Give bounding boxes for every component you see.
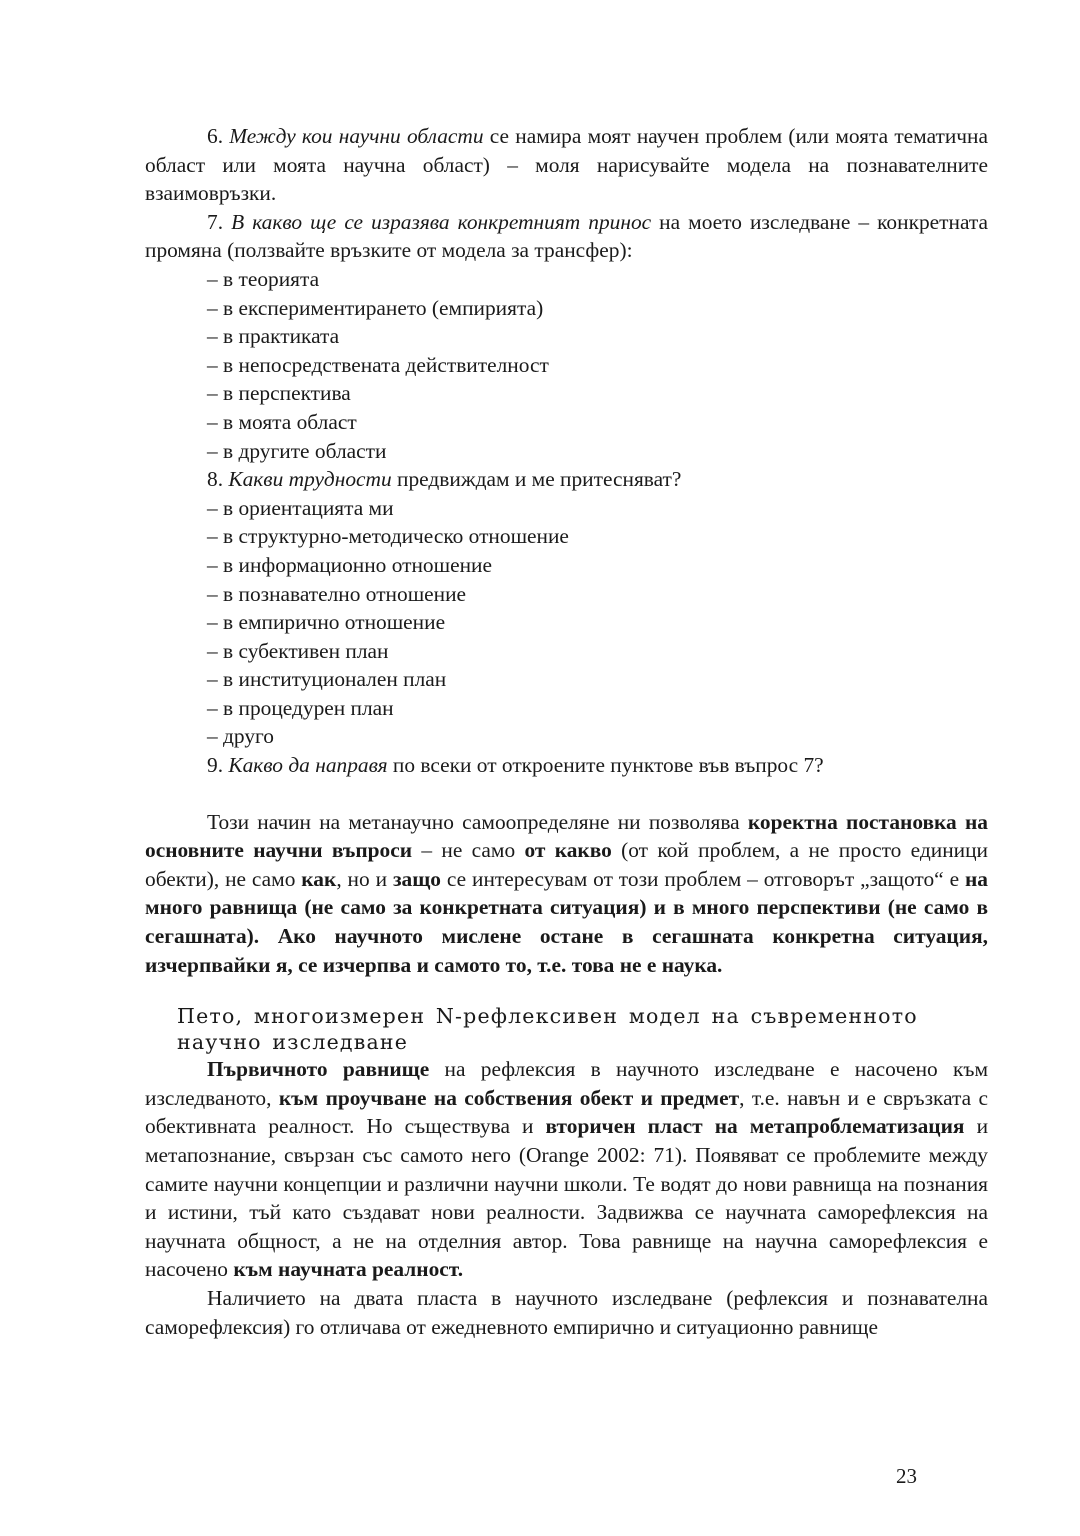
list-item: – в процедурен план xyxy=(207,695,394,720)
question-9 xyxy=(145,751,988,780)
list-item: – в моята област xyxy=(207,409,357,434)
question-number: 9. xyxy=(207,753,229,778)
bold-run: вторичен пласт на метапроблематизация xyxy=(545,1114,965,1139)
question-emphasis: Между кои научни области xyxy=(229,124,484,148)
text-run: – не само xyxy=(412,838,525,863)
list-item: – в практиката xyxy=(207,324,340,349)
question-text: предвиждам и ме притесняват? xyxy=(391,467,682,492)
text-run: , т.е. навън и е свръзката с обективната реалност. Но съществува и xyxy=(145,1085,989,1139)
bold-run: към научната реалност. xyxy=(233,1257,464,1282)
bold-run: как xyxy=(301,866,337,891)
bold-run: от какво xyxy=(524,838,612,863)
text-run: на рефлексия в научното изследване е насочено към изследваното, xyxy=(145,1057,988,1110)
list-item: – в непосредствената действителност xyxy=(207,352,549,377)
question-text: се намира моят научен проблем (или моята тематична област или моята научна област) – моля нарисувайте модела на познавателните взаимовръзки. xyxy=(145,124,989,206)
bold-run: към проучване на собствения обект и предмет xyxy=(278,1085,740,1110)
question-text: по всеки от откроените пунктове във въпрос 7? xyxy=(387,753,824,778)
list-item: – в експериментирането (емпирията) xyxy=(207,295,544,320)
question-7 xyxy=(145,208,988,265)
question-text: на моето изследване – конкретната промяна (ползвайте връзките от модела за трансфер): xyxy=(145,209,988,263)
bold-run: на много равнища (не само за конкретната ситуация) и в много перспективи (не само в сегашната). Ако научното мислене остане в сегашната конкретна ситуация, изчерпвайки я, се изчерпва и самото то, т.е. това не е наука. xyxy=(145,866,988,977)
spacer xyxy=(145,780,988,808)
page-content xyxy=(145,122,988,1341)
question-6 xyxy=(145,122,988,208)
question-emphasis: Какво да направя xyxy=(228,753,388,778)
text-run: се интересувам от този проблем – отговорът „защото“ е xyxy=(441,866,965,891)
paragraph-metascientific xyxy=(145,808,988,980)
question-8-list xyxy=(145,494,988,751)
question-number: 6. xyxy=(207,124,230,148)
bold-run: Първичното равнище xyxy=(207,1057,430,1082)
list-item: – в ориентацията ми xyxy=(207,495,394,520)
section-heading: Пето, многоизмерен N-рефлексивен модел на съвременното научно изследване xyxy=(177,1004,918,1055)
question-emphasis: В какво ще се изразява конкретният принос xyxy=(231,209,652,234)
list-item: – в теорията xyxy=(207,266,320,291)
bold-run: коректна постановка на основните научни въпроси xyxy=(145,809,988,863)
list-item: – в емпирично отношение xyxy=(207,610,446,635)
bold-run: защо xyxy=(392,866,441,891)
list-item: – в структурно-методическо отношение xyxy=(207,524,569,549)
list-item: – в перспектива xyxy=(207,381,351,406)
question-7-list xyxy=(145,265,988,465)
question-emphasis: Какви трудности xyxy=(228,467,392,492)
text-run: Този начин на метанаучно самоопределяне ни позволява xyxy=(207,809,748,834)
list-item: – в институционален план xyxy=(207,667,447,692)
list-item: – в познавателно отношение xyxy=(207,581,467,606)
text-run: , но и xyxy=(336,866,393,891)
question-number: 7. xyxy=(207,209,232,234)
question-number: 8. xyxy=(207,467,229,492)
list-item: – друго xyxy=(207,724,274,749)
page-number: 23 xyxy=(896,1464,917,1488)
text-run: (от кой проблем, а не просто единици обекти), не само xyxy=(145,838,988,891)
list-item: – в субективен план xyxy=(207,638,389,663)
text-run: и метапознание, свързан със самото него (Orange 2002: 71). Появяват се проблемите между самите научни концепции и различни научни школи. Те водят до нови равнища на познания и истини, тъй като създават нови реалности. Задвижва се научната саморефлексия на научната общност, а не на отделния автор. Това равнище на научна саморефлексия е насочено xyxy=(145,1114,989,1282)
paragraph-reflexion-levels xyxy=(145,1055,988,1284)
list-item: – в другите области xyxy=(207,438,387,463)
question-8 xyxy=(145,465,988,494)
list-item: – в информационно отношение xyxy=(207,552,492,577)
spacer xyxy=(145,979,988,1003)
paragraph-two-layers: Наличието на двата пласта в научното изследване (рефлексия и познавателна саморефлексия) го отличава от ежедневното емпирично и ситуационно равнище xyxy=(145,1285,988,1339)
